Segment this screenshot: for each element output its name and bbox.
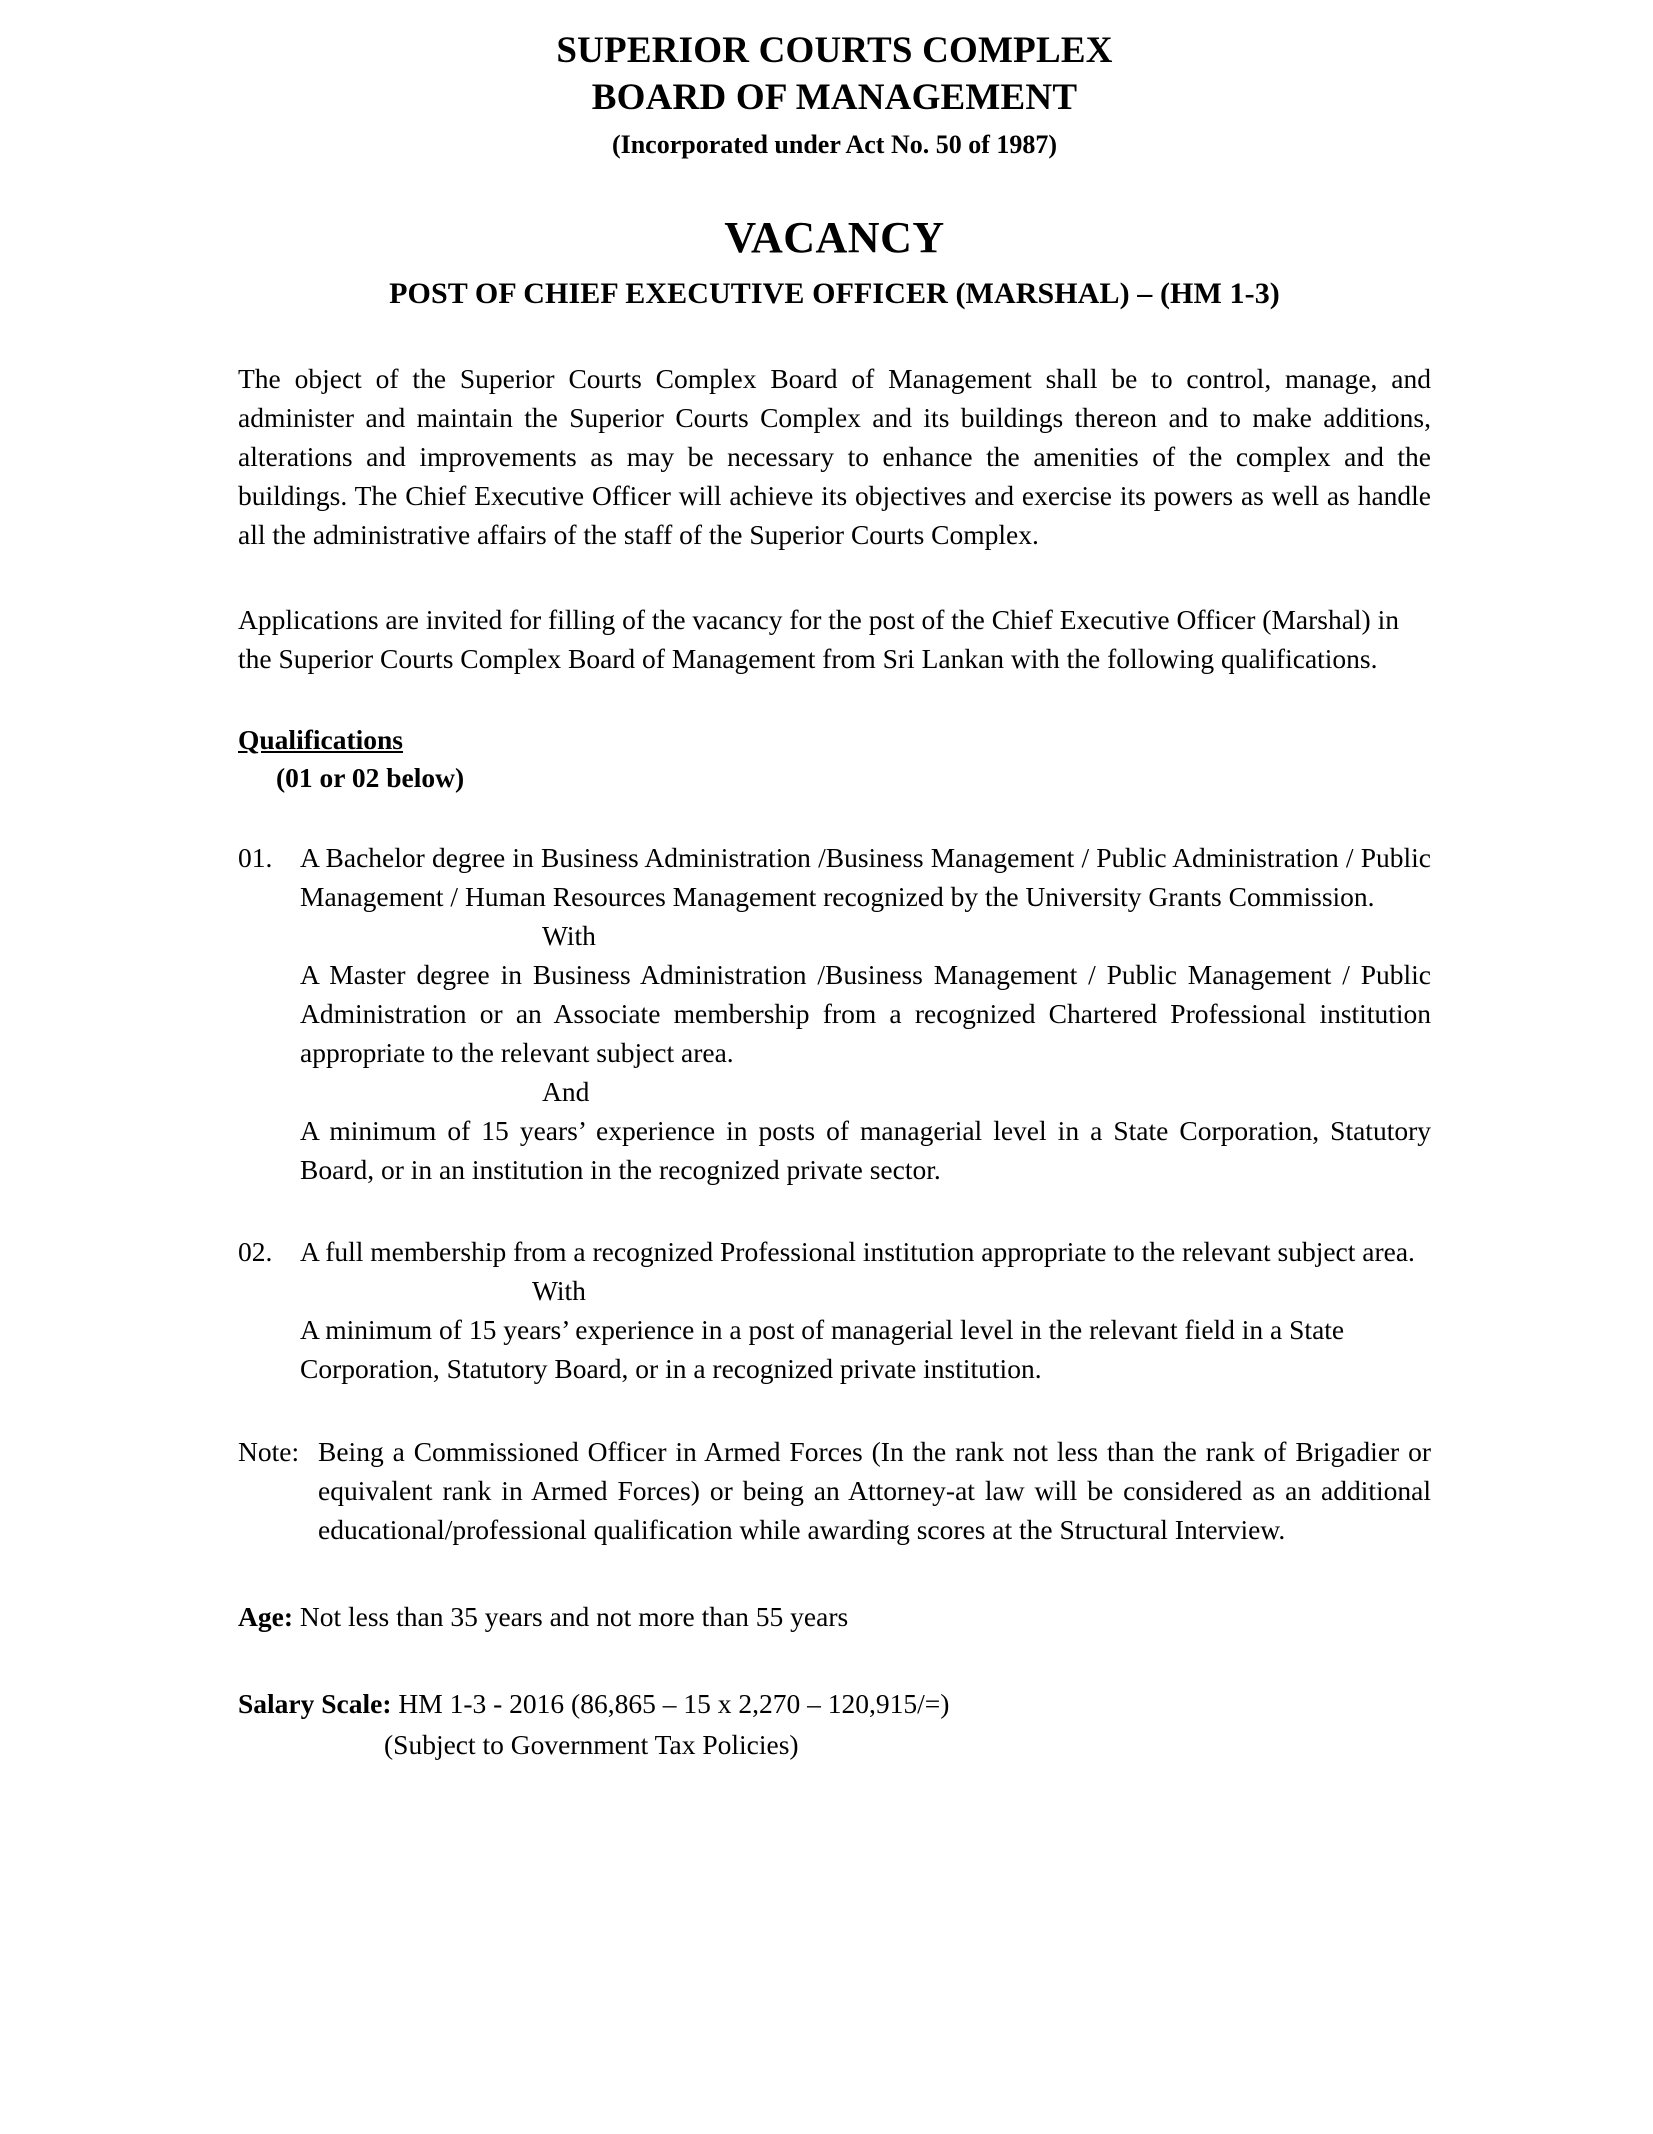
organization-title: [238, 28, 1431, 122]
qualification-body: [300, 1232, 1431, 1388]
age-label: Age:: [238, 1600, 293, 1632]
qualification-marker: 02.: [238, 1235, 273, 1267]
qualification-text-experience-2: A minimum of 15 years’ experience in a post of managerial level in the relevant field in a State Corporation, Statutory Board, or in a recognized private institution.: [300, 1313, 1345, 1384]
post-heading: POST OF CHIEF EXECUTIVE OFFICER (MARSHAL) – (HM 1-3): [389, 276, 1280, 310]
organization-title-line-1: SUPERIOR COURTS COMPLEX: [556, 30, 1113, 71]
salary-line: [238, 1684, 1431, 1723]
organization-title-line-2: BOARD OF MANAGEMENT: [591, 76, 1078, 118]
qualification-body: [300, 838, 1431, 1189]
qualification-text-master: A Master degree in Business Administration /Business Management / Public Management / Public Administration or an Associate membership from a recognized Chartered Professional institution appropriate to the relevant subject area.: [300, 959, 1431, 1069]
age-line: [238, 1597, 1431, 1636]
qualification-marker: 01.: [238, 842, 273, 874]
connector-with-2: With: [532, 1274, 586, 1306]
qualifications-heading: Qualifications: [238, 724, 404, 756]
qualification-item-01: [238, 838, 1431, 1189]
qualifications-heading-wrapper: [238, 678, 1431, 756]
qualification-item-02: [238, 1232, 1431, 1388]
note-block: [238, 1432, 1431, 1549]
connector-with-1: With: [542, 920, 596, 952]
applications-paragraph: Applications are invited for filling of the vacancy for the post of the Chief Executive Officer (Marshal) in the Superior Courts Complex Board of Management from Sri Lankan with the following qualifications.: [238, 604, 1399, 675]
incorporation-note: (Incorporated under Act No. 50 of 1987): [611, 129, 1058, 159]
note-text: Being a Commissioned Officer in Armed Forces (In the rank not less than the rank of Brigadier or equivalent rank in Armed Forces) or being an Attorney-at law will be considered as an additional educational/professional qualification while awarding scores at the Structural Interview.: [318, 1435, 1431, 1545]
qualification-text-bachelor: A Bachelor degree in Business Administration /Business Management / Public Administration / Public Management / Human Resources Management recognized by the University Grants Commission.: [300, 842, 1431, 913]
salary-label: Salary Scale:: [238, 1687, 392, 1719]
vacancy-heading: VACANCY: [724, 212, 945, 262]
age-value: Not less than 35 years and not more than 55 years: [299, 1600, 849, 1632]
objective-paragraph: The object of the Superior Courts Complex Board of Management shall be to control, manage, and administer and maintain the Superior Courts Complex and its buildings thereon and to make additions, alterations and improvements as may be necessary to enhance the amenities of the complex and the buildings. The Chief Executive Officer will achieve its objectives and exercise its powers as well as handle all the administrative affairs of the staff of the Superior Courts Complex.: [238, 362, 1431, 550]
salary-tax-note: (Subject to Government Tax Policies): [384, 1728, 799, 1760]
qualification-text-membership: A full membership from a recognized Professional institution appropriate to the relevant subject area.: [300, 1235, 1415, 1267]
note-label: Note:: [238, 1435, 300, 1467]
qualification-text-experience: A minimum of 15 years’ experience in posts of managerial level in a State Corporation, Statutory Board, or in an institution in the recognized private sector.: [300, 1115, 1431, 1186]
connector-and: And: [542, 1076, 590, 1108]
qualifications-subheading: (01 or 02 below): [276, 762, 465, 794]
salary-value: HM 1-3 - 2016 (86,865 – 15 x 2,270 – 120,915/=): [398, 1687, 950, 1719]
